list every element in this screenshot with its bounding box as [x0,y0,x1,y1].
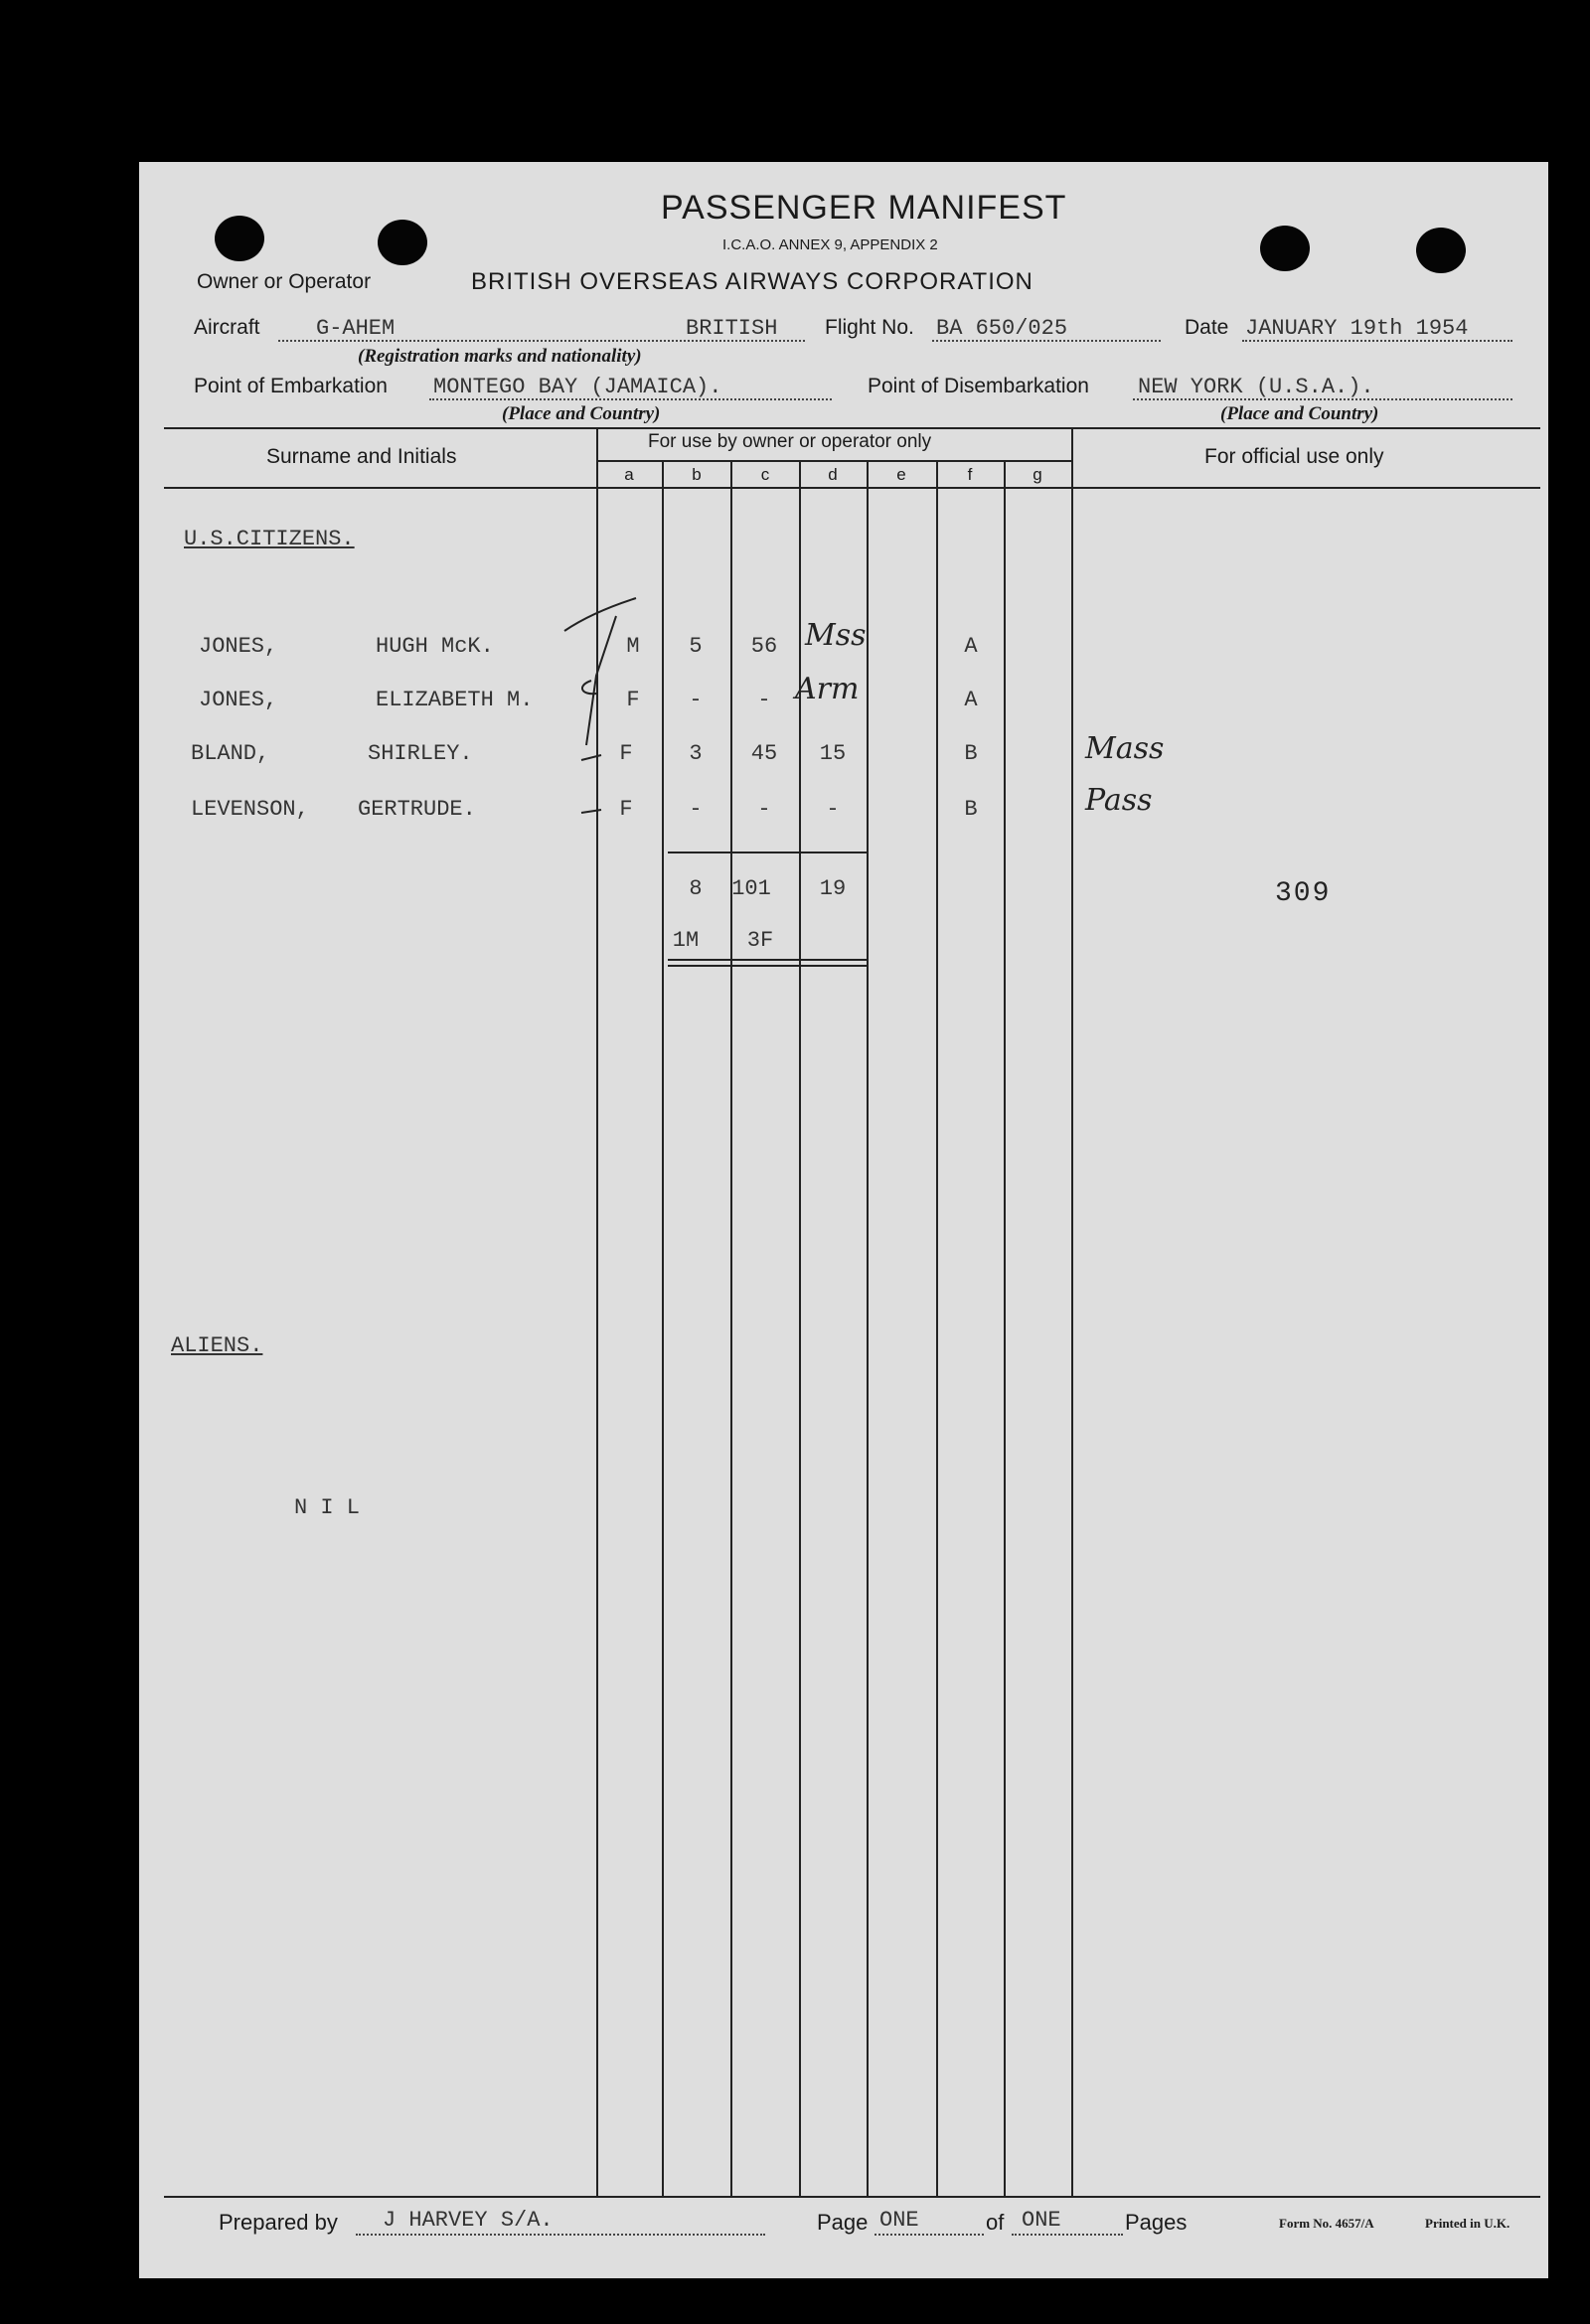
passenger-sex: F [619,741,633,766]
nationality-value: BRITISH [686,316,778,341]
date-label: Date [1185,316,1229,339]
form-title: PASSENGER MANIFEST [661,189,1067,227]
passenger-given-name: SHIRLEY. [368,741,473,766]
registration-note: (Registration marks and nationality) [358,346,642,367]
passenger-col-f: A [964,688,978,712]
passenger-official-note: Mass [1085,731,1165,766]
passenger-col-b: - [689,688,703,712]
passenger-surname: BLAND, [191,741,270,766]
passenger-surname: LEVENSON, [191,797,309,822]
total-male: 1M [672,928,700,953]
form-subtitle: I.C.A.O. ANNEX 9, APPENDIX 2 [722,236,938,253]
passenger-col-d: 15 [819,741,847,766]
column-divider [867,460,869,2198]
surname-column-header: Surname and Initials [266,445,457,468]
passenger-col-c: - [757,688,771,712]
pages-label: Pages [1125,2210,1188,2235]
embark-label: Point of Embarkation [194,375,388,397]
total-col-b: 8 [689,876,703,901]
page-value: ONE [879,2208,919,2233]
punch-hole [378,220,427,265]
flight-value: BA 650/025 [936,316,1068,341]
total-col-c: 101 [731,876,771,901]
punch-hole [1260,226,1310,271]
page-label: Page [817,2210,869,2235]
aliens-heading: ALIENS. [171,1333,263,1358]
owner-value: BRITISH OVERSEAS AIRWAYS CORPORATION [471,268,1034,295]
official-use-header: For official use only [1204,445,1384,468]
owner-label: Owner or Operator [197,270,372,293]
of-dotted-line [1012,2234,1123,2236]
passenger-sex: F [619,797,633,822]
column-divider [799,460,801,2198]
owner-use-rule [596,460,1071,462]
of-value: ONE [1022,2208,1061,2233]
column-divider [1071,429,1073,2198]
date-value: JANUARY 19th 1954 [1245,316,1469,341]
handwritten-tick-marks [556,586,676,825]
form-number: Form No. 4657/A [1279,2216,1374,2231]
of-label: of [986,2210,1005,2235]
total-female: 3F [746,928,774,953]
page-dotted-line [874,2234,984,2236]
passenger-sex: F [626,688,640,712]
column-d-header: d [828,465,838,484]
punch-hole [1416,228,1466,273]
column-e-header: e [896,465,906,484]
passenger-col-f: B [964,797,978,822]
prepared-by-value: J HARVEY S/A. [383,2208,554,2233]
official-number: 309 [1275,878,1332,909]
totals-top-rule [668,852,867,853]
passenger-col-f: A [964,634,978,659]
owner-use-header: For use by owner or operator only [648,431,932,452]
passenger-official-note: Pass [1085,783,1153,818]
disembark-label: Point of Disembarkation [868,375,1089,397]
footer-rule [164,2196,1540,2198]
column-g-header: g [1033,465,1042,484]
column-b-header: b [692,465,702,484]
aliens-value: N I L [294,1495,361,1520]
aircraft-value: G-AHEM [316,316,396,341]
passenger-surname: JONES, [199,634,278,659]
passenger-handwritten-note: Mss [805,618,867,653]
passenger-col-f: B [964,741,978,766]
total-col-d: 19 [819,876,847,901]
disembark-value: NEW YORK (U.S.A.). [1138,375,1374,399]
passenger-col-c: 56 [750,634,778,659]
embark-value: MONTEGO BAY (JAMAICA). [433,375,722,399]
column-divider [1004,460,1006,2198]
printed-in: Printed in U.K. [1425,2216,1510,2231]
column-f-header: f [967,465,973,484]
passenger-col-c: - [757,797,771,822]
column-c-header: c [760,465,770,484]
column-divider [936,460,938,2198]
prepared-by-label: Prepared by [219,2210,338,2235]
prepared-by-dotted-line [356,2234,765,2236]
totals-double-rule [668,965,867,967]
flight-label: Flight No. [825,316,914,339]
passenger-sex: M [626,634,640,659]
passenger-col-b: 3 [689,741,703,766]
passenger-col-c: 45 [750,741,778,766]
aircraft-label: Aircraft [194,316,260,339]
passenger-handwritten-note: Arm [795,672,860,706]
passenger-surname: JONES, [199,688,278,712]
citizens-heading: U.S.CITIZENS. [184,527,355,551]
table-top-rule [164,427,1540,429]
punch-hole [215,216,264,261]
passenger-given-name: HUGH McK. [376,634,494,659]
column-a-header: a [624,465,634,484]
passenger-given-name: ELIZABETH M. [376,688,534,712]
passenger-col-b: 5 [689,634,703,659]
passenger-col-d: - [826,797,840,822]
embark-note: (Place and Country) [502,403,661,424]
column-divider [730,460,732,2198]
disembark-note: (Place and Country) [1220,403,1379,424]
passenger-col-b: - [689,797,703,822]
table-header-bottom-rule [164,487,1540,489]
passenger-given-name: GERTRUDE. [358,797,476,822]
totals-double-rule [668,959,867,961]
